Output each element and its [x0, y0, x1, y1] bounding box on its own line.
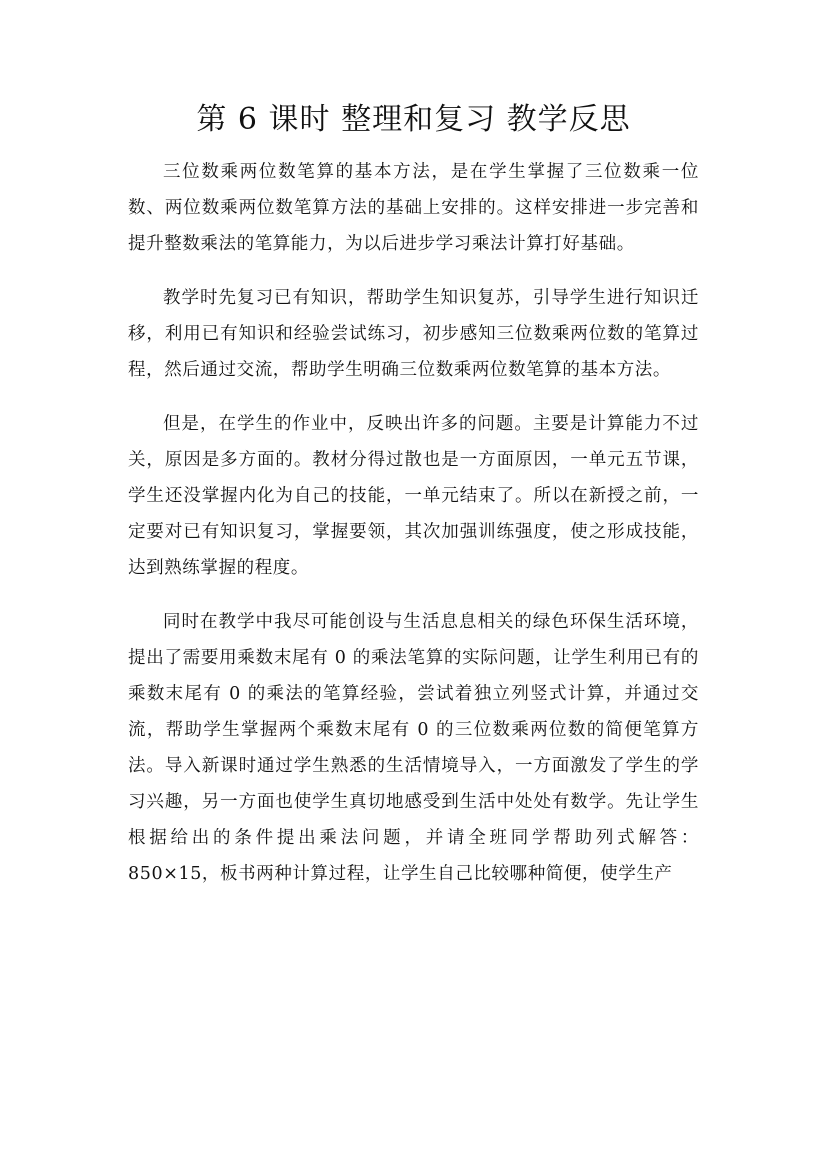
paragraph-1: 三位数乘两位数笔算的基本方法，是在学生掌握了三位数乘一位数、两位数乘两位数笔算方法的基础上安排的。这样安排进一步完善和提升整数乘法的笔算能力，为以后进步学习乘法计算打好基础。 [128, 162, 699, 254]
paragraph-4: 同时在教学中我尽可能创设与生活息息相关的绿色环保生活环境，提出了需要用乘数末尾有 0 的乘法笔算的实际问题，让学生利用已有的乘数末尾有 0 的乘法的笔算经验，尝试着独立列竖式计算，并通过交流，帮助学生掌握两个乘数末尾有 0 的三位数乘两位数的简便笔算方法。导入新课时通过学生熟悉的生活情境导入，一方面激发了学生的学习兴趣，另一方面也使学生真切地感受到生活中处处有数学。先让学生根据给出的条件提出乘法问题，并请全班同学帮助列式解答：850×15，板书两种计算过程，让学生自己比较哪种简便，使学生产 [128, 612, 699, 884]
paragraph-2: 教学时先复习已有知识，帮助学生知识复苏，引导学生进行知识迁移，利用已有知识和经验尝试练习，初步感知三位数乘两位数的笔算过程，然后通过交流，帮助学生明确三位数乘两位数笔算的基本方法。 [128, 288, 699, 380]
page-title: 第 6 课时 整理和复习 教学反思 [196, 102, 631, 137]
paragraph-3: 但是，在学生的作业中，反映出许多的问题。主要是计算能力不过关，原因是多方面的。教材分得过散也是一方面原因，一单元五节课，学生还没掌握内化为自己的技能，一单元结束了。所以在新授之前，一定要对已有知识复习，掌握要领，其次加强训练强度，使之形成技能，达到熟练掌握的程度。 [128, 414, 699, 578]
